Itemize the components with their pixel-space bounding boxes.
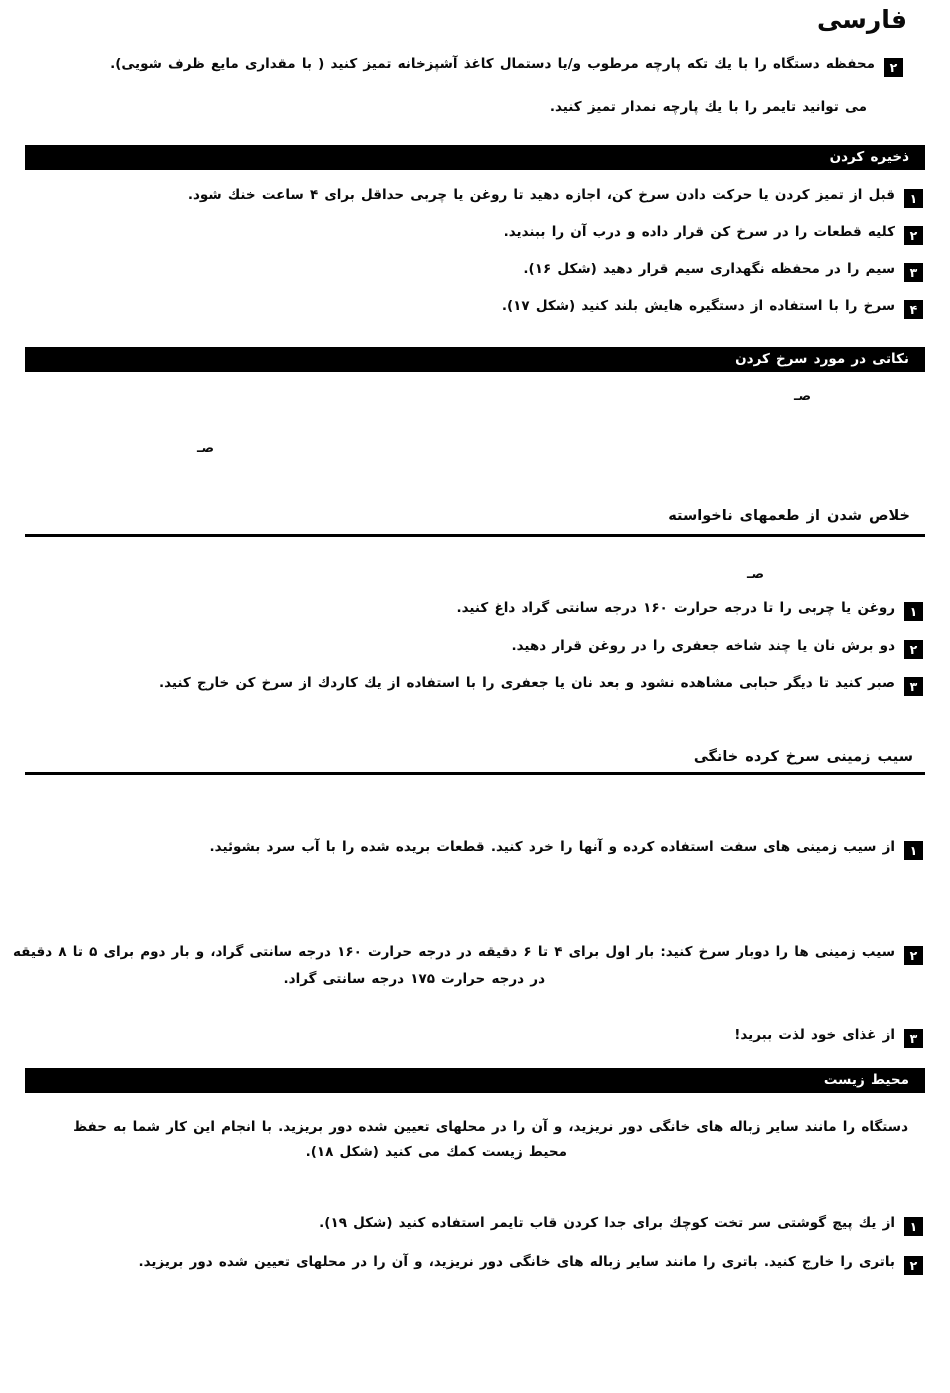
- item-number-badge: ۲: [904, 226, 923, 245]
- item-text: سیب زمینی ها را دوبار سرخ كنید: بار اول برای ۴ تا ۶ دقیقه در درجه حرارت ۱۶۰ درجه سانتی گراد، و بار دوم برای ۵ تا ۸ دقیقه: [12, 944, 895, 960]
- item-number-badge: ۱: [904, 602, 923, 621]
- text-artifact: صـ: [747, 567, 765, 582]
- list-item-storing-3: [523, 259, 923, 282]
- item-number-badge: ۲: [904, 1256, 923, 1275]
- list-item-fries-3: [734, 1025, 923, 1048]
- item-number-badge: ۱: [904, 189, 923, 208]
- section-rule: [25, 772, 925, 775]
- list-item-fries-2: [13, 942, 923, 965]
- item-number-badge: ۳: [904, 677, 923, 696]
- item-text: كلیه قطعات را در سرخ كن قرار داده و درب آن را ببندید.: [503, 224, 895, 240]
- item-text: محفظه دستگاه را با یك تكه پارچه مرطوب و/یا دستمال كاغذ آشپزخانه تمیز كنید ( با مقداری مایع ظرف شویی).: [110, 56, 875, 72]
- list-item-flavors-3: [159, 673, 923, 696]
- paragraph-line: دستگاه را مانند سایر زباله های خانگی دور نریزید، و آن را در محلهای تعیین شده دور بریزید. با انجام این كار شما به حفظ: [73, 1119, 908, 1135]
- list-item-fries-1: [210, 837, 923, 860]
- subsection-heading-homemade-fries: سیب زمینی سرخ كرده خانگی: [693, 749, 913, 765]
- section-header-storing: [25, 145, 925, 170]
- item-text-continuation: می توانید تایمر را با یك پارچه نمدار تمیز كنید.: [549, 99, 867, 115]
- item-number-badge: ۲: [884, 58, 903, 77]
- item-text: دو برش نان یا چند شاخه جعفری را در روغن قرار دهید.: [511, 638, 895, 654]
- item-number-badge: ۳: [904, 263, 923, 282]
- text-artifact: صـ: [794, 389, 812, 404]
- list-item-environment-1: [319, 1213, 923, 1236]
- subsection-heading-unwanted-flavors: خلاص شدن از طعمهای ناخواسته: [668, 508, 910, 524]
- item-text-continuation: در درجه حرارت ۱۷۵ درجه سانتی گراد.: [283, 971, 545, 987]
- section-header-environment: [25, 1068, 925, 1093]
- section-header-label: نكاتی در مورد سرخ كردن: [735, 351, 909, 367]
- item-number-badge: ۲: [904, 640, 923, 659]
- item-text: سرخ را با استفاده از دستگیره هایش بلند كنید (شكل ۱۷).: [501, 298, 895, 314]
- page-title: فارسی: [816, 5, 907, 34]
- item-text: از سیب زمینی های سفت استفاده كرده و آنها را خرد كنید. قطعات بریده شده را با آب سرد بشوئید.: [209, 839, 895, 855]
- section-header-label: ذخیره كردن: [829, 149, 909, 165]
- item-number-badge: ۳: [904, 1029, 923, 1048]
- list-item-flavors-1: [456, 598, 923, 621]
- item-number-badge: ۱: [904, 841, 923, 860]
- list-item-environment-2: [138, 1252, 923, 1275]
- section-header-label: محیط زیست: [823, 1072, 909, 1088]
- item-number-badge: ۲: [904, 946, 923, 965]
- list-item-storing-1: [188, 185, 923, 208]
- item-text: باتری را خارج كنید. باتری را مانند سایر زباله های خانگی دور نریزید، و آن را در محلهای تعیین شده دور بریزید.: [138, 1254, 895, 1270]
- item-text: از غذای خود لذت ببرید!: [734, 1027, 895, 1043]
- item-text: سیم را در محفظه نگهداری سیم قرار دهید (شكل ۱۶).: [523, 261, 895, 277]
- section-rule: [25, 534, 925, 537]
- list-item-flavors-2: [511, 636, 923, 659]
- item-text: از یك پیچ گوشتی سر تخت كوچك برای جدا كردن قاب تایمر استفاده كنید (شكل ۱۹).: [319, 1215, 895, 1231]
- section-header-frying-tips: [25, 347, 925, 372]
- item-text: روغن یا چربی را تا درجه حرارت ۱۶۰ درجه سانتی گراد داغ كنید.: [456, 600, 895, 616]
- list-item-cleaning-2: [110, 54, 903, 77]
- item-text: صبر كنید تا دیگر حبابی مشاهده نشود و بعد نان یا جعفری را با استفاده از یك كاردك از سرخ كن خارج كنید.: [158, 675, 895, 691]
- list-item-storing-2: [504, 222, 923, 245]
- item-number-badge: ۴: [904, 300, 923, 319]
- paragraph-line: محیط زیست كمك می كنید (شكل ۱۸).: [305, 1144, 567, 1160]
- item-number-badge: ۱: [904, 1217, 923, 1236]
- text-artifact: صـ: [197, 441, 215, 456]
- item-text: قبل از تمیز كردن یا حركت دادن سرخ كن، اجازه دهید تا روغن یا چربی حداقل برای ۴ ساعت خنك شود.: [187, 187, 895, 203]
- list-item-storing-4: [502, 296, 923, 319]
